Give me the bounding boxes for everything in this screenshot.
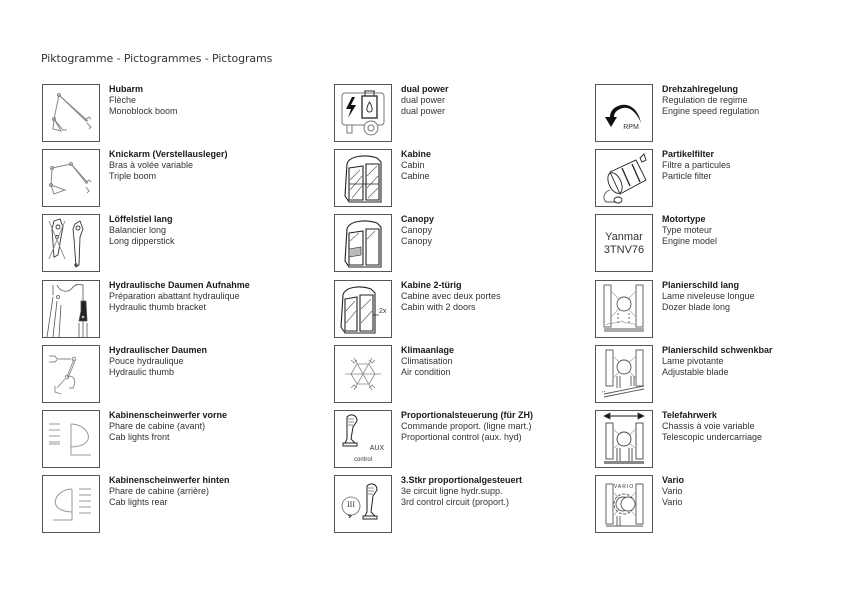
- icon-label: VARIO: [613, 484, 635, 490]
- label-fr: Cabin: [401, 160, 425, 170]
- cabin-icon: [334, 149, 392, 207]
- label-fr: Pouce hydraulique: [109, 356, 184, 366]
- label-fr: Type moteur: [662, 225, 713, 235]
- label-de: Motortype: [662, 214, 706, 224]
- engine-speed-icon: [595, 84, 653, 142]
- icon-label: AUX: [369, 445, 385, 452]
- icon-label: 2x: [379, 308, 387, 315]
- icon-label-2: control: [353, 457, 372, 463]
- label-en: Cab lights rear: [109, 497, 168, 507]
- monoblock-boom-icon: [42, 84, 100, 142]
- pictogram-labels: [662, 280, 755, 313]
- label-en: Canopy: [401, 236, 433, 246]
- pictogram-labels: [109, 149, 228, 182]
- label-en: Telescopic undercarriage: [662, 432, 763, 442]
- label-en: Proportional control (aux. hyd): [401, 432, 522, 442]
- label-fr: Canopy: [401, 225, 433, 235]
- label-en: Cabine: [401, 171, 430, 181]
- pictogram-labels: [401, 84, 449, 117]
- label-en: Vario: [662, 497, 683, 507]
- canopy-icon: [334, 214, 392, 272]
- pictogram-labels: [109, 214, 175, 247]
- label-fr: Chassis à voie variable: [662, 421, 755, 431]
- pictogram-labels: [109, 345, 207, 378]
- pictogram-labels: [401, 214, 434, 247]
- pictogram-labels: [662, 84, 759, 117]
- air-condition-icon: [334, 345, 392, 403]
- label-en: Dozer blade long: [662, 302, 731, 312]
- vario-icon: [595, 475, 653, 533]
- pictogram-item-adjustable-blade: [595, 345, 842, 403]
- pictogram-item-air-condition: [334, 345, 584, 403]
- label-de: 3.Stkr proportionalgesteuert: [401, 475, 523, 485]
- pictogram-item-cabin: [334, 149, 584, 207]
- label-de: Telefahrwerk: [662, 410, 717, 420]
- pictogram-item-proportional-control: [334, 410, 584, 468]
- label-fr: dual power: [401, 95, 446, 105]
- pictogram-labels: [109, 280, 250, 313]
- label-fr: Lame niveleuse longue: [662, 291, 755, 301]
- dozer-blade-long-icon: [595, 280, 653, 338]
- pictogram-labels: [109, 475, 230, 508]
- label-de: Kabinenscheinwerfer hinten: [109, 475, 230, 485]
- pictogram-item-long-dipperstick: [42, 214, 292, 272]
- third-control-circuit-icon: [334, 475, 392, 533]
- pictogram-labels: [401, 410, 533, 443]
- label-fr: Commande proport. (ligne mart.): [401, 421, 532, 431]
- label-en: Triple boom: [109, 171, 157, 181]
- label-fr: Filtre a particules: [662, 160, 731, 170]
- label-de: Hydraulische Daumen Aufnahme: [109, 280, 250, 290]
- label-en: Long dipperstick: [109, 236, 175, 246]
- pictogram-labels: [662, 214, 717, 247]
- label-en: Hydraulic thumb bracket: [109, 302, 207, 312]
- label-fr: Phare de cabine (arrière): [109, 486, 210, 496]
- label-fr: Flèche: [109, 95, 137, 105]
- pictogram-item-hydraulic-thumb: [42, 345, 292, 403]
- triple-boom-icon: [42, 149, 100, 207]
- label-de: Canopy: [401, 214, 435, 224]
- pictogram-item-cab-lights-rear: [42, 475, 292, 533]
- label-fr: Regulation de regime: [662, 95, 748, 105]
- pictogram-item-telescopic-undercarriage: [595, 410, 842, 468]
- pictogram-item-vario: [595, 475, 842, 533]
- label-fr: Vario: [662, 486, 683, 496]
- label-de: Hydraulischer Daumen: [109, 345, 208, 355]
- label-en: Particle filter: [662, 171, 712, 181]
- particle-filter-icon: [595, 149, 653, 207]
- label-en: Hydraulic thumb: [109, 367, 175, 377]
- dual-power-icon: [334, 84, 392, 142]
- pictogram-item-particle-filter: [595, 149, 842, 207]
- pictogram-labels: [662, 345, 773, 378]
- label-de: Planierschild lang: [662, 280, 740, 290]
- pictogram-item-dozer-blade-long: [595, 280, 842, 338]
- label-fr: Lame pivotante: [662, 356, 724, 366]
- label-de: Kabinenscheinwerfer vorne: [109, 410, 228, 420]
- label-de: Kabine 2-türig: [401, 280, 462, 290]
- icon-label: III: [347, 500, 355, 509]
- label-de: Kabine: [401, 149, 432, 159]
- label-en: Air condition: [401, 367, 451, 377]
- label-de: Hubarm: [109, 84, 144, 94]
- label-en: Monoblock boom: [109, 106, 178, 116]
- label-fr: Préparation abattant hydraulique: [109, 291, 240, 301]
- pictogram-item-dual-power: [334, 84, 584, 142]
- label-en: Engine model: [662, 236, 718, 246]
- pictogram-item-thumb-bracket: [42, 280, 292, 338]
- telescopic-undercarriage-icon: [595, 410, 653, 468]
- long-dipperstick-icon: [42, 214, 100, 272]
- label-en: 3rd control circuit (proport.): [401, 497, 510, 507]
- pictogram-labels: [401, 345, 454, 378]
- pictogram-item-engine-model: [595, 214, 842, 272]
- label-fr: Balancier long: [109, 225, 167, 235]
- engine-model-icon: [595, 214, 653, 272]
- label-en: dual power: [401, 106, 446, 116]
- label-fr: Phare de cabine (avant): [109, 421, 206, 431]
- cab-lights-front-icon: [42, 410, 100, 468]
- pictogram-labels: [662, 149, 731, 182]
- label-de: Klimaanlage: [401, 345, 455, 355]
- pictogram-labels: [109, 410, 227, 443]
- label-de: Drehzahlregelung: [662, 84, 739, 94]
- label-de: Knickarm (Verstellausleger): [109, 149, 228, 159]
- thumb-bracket-icon: [42, 280, 100, 338]
- label-en: Cab lights front: [109, 432, 170, 442]
- pictogram-item-monoblock-boom: [42, 84, 292, 142]
- cabin-2-doors-icon: [334, 280, 392, 338]
- label-de: dual power: [401, 84, 449, 94]
- pictogram-labels: [401, 149, 431, 182]
- label-de: Löffelstiel lang: [109, 214, 173, 224]
- pictogram-labels: [662, 410, 762, 443]
- proportional-control-icon: [334, 410, 392, 468]
- adjustable-blade-icon: [595, 345, 653, 403]
- icon-label: RPM: [623, 124, 639, 131]
- label-de: Proportionalsteuerung (für ZH): [401, 410, 533, 420]
- pictogram-item-cab-lights-front: [42, 410, 292, 468]
- icon-label: Yanmar: [605, 231, 643, 243]
- label-fr: Bras à volée variable: [109, 160, 194, 170]
- label-fr: Cabine avec deux portes: [401, 291, 501, 301]
- pictogram-labels: [109, 84, 178, 117]
- label-en: Adjustable blade: [662, 367, 729, 377]
- cab-lights-rear-icon: [42, 475, 100, 533]
- label-de: Planierschild schwenkbar: [662, 345, 773, 355]
- pictogram-item-canopy: [334, 214, 584, 272]
- pictogram-item-cabin-2-doors: [334, 280, 584, 338]
- pictogram-item-engine-speed: [595, 84, 842, 142]
- label-en: Engine speed regulation: [662, 106, 760, 116]
- pictogram-item-third-control-circuit: [334, 475, 584, 533]
- label-de: Partikelfilter: [662, 149, 715, 159]
- page-title: Piktogramme - Pictogrammes - Pictograms: [41, 52, 273, 65]
- label-en: Cabin with 2 doors: [401, 302, 476, 312]
- label-fr: 3e circuit ligne hydr.supp.: [401, 486, 503, 496]
- label-fr: Climatisation: [401, 356, 453, 366]
- label-de: Vario: [662, 475, 685, 485]
- pictogram-item-triple-boom: [42, 149, 292, 207]
- icon-label-2: 3TNV76: [603, 244, 645, 256]
- hydraulic-thumb-icon: [42, 345, 100, 403]
- pictogram-labels: [401, 475, 522, 508]
- pictogram-labels: [401, 280, 501, 313]
- pictogram-labels: [662, 475, 684, 508]
